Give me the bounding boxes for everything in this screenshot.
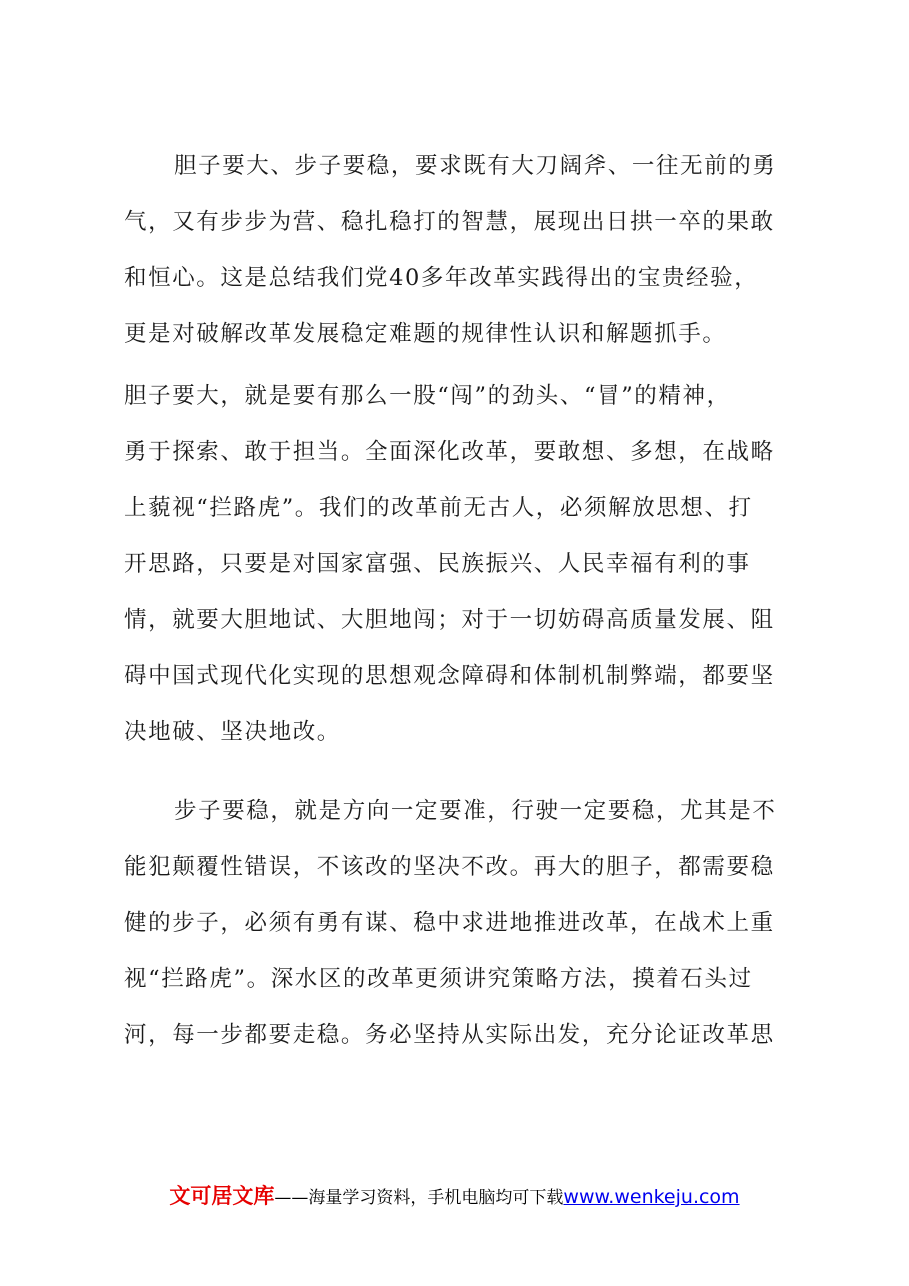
body-text-line: 视“拦路虎”。深水区的改革更须讲究策略方法，摸着石头过: [124, 966, 753, 992]
body-text-line: 情，就要大胆地试、大胆地闯；对于一切妨碍高质量发展、阻: [124, 607, 775, 633]
body-text-line: 决地破、坚决地改。: [124, 719, 341, 745]
footer-site-link[interactable]: www.wenkeju.com: [563, 1186, 740, 1208]
body-text-line: 气，又有步步为营、稳扎稳打的智慧，展现出日拱一卒的果敢: [124, 209, 775, 235]
body-text-line: 上藐视“拦路虎”。我们的改革前无古人，必须解放思想、打: [124, 495, 753, 521]
body-text-line: 河，每一步都要走稳。务必坚持从实际出发，充分论证改革思: [124, 1022, 775, 1048]
footer-banner: [0, 1181, 909, 1213]
footer-slogan: ——海量学习资料，手机电脑均可下载: [274, 1188, 564, 1208]
body-text-line: 胆子要大、步子要稳，要求既有大刀阔斧、一往无前的勇: [174, 153, 777, 179]
body-text-line: 开思路，只要是对国家富强、民族振兴、人民幸福有利的事: [124, 551, 751, 577]
body-text-line: 胆子要大，就是要有那么一股“闯”的劲头、“冒”的精神，: [124, 383, 731, 409]
body-text-line: 更是对破解改革发展稳定难题的规律性认识和解题抓手。: [124, 321, 727, 347]
body-text-line: 和恒心。这是总结我们党40多年改革实践得出的宝贵经验，: [124, 265, 759, 291]
body-text-line: 能犯颠覆性错误，不该改的坚决不改。再大的胆子，都需要稳: [124, 854, 775, 880]
footer-brand: 文可居文库: [169, 1184, 275, 1208]
body-text-line: 步子要稳，就是方向一定要准，行驶一定要稳，尤其是不: [174, 798, 777, 824]
body-text-line: 勇于探索、敢于担当。全面深化改革，要敢想、多想，在战略: [124, 439, 775, 465]
body-text-line: 碍中国式现代化实现的思想观念障碍和体制机制弊端，都要坚: [124, 663, 775, 689]
body-text-line: 健的步子，必须有勇有谋、稳中求进地推进改革，在战术上重: [124, 910, 775, 936]
